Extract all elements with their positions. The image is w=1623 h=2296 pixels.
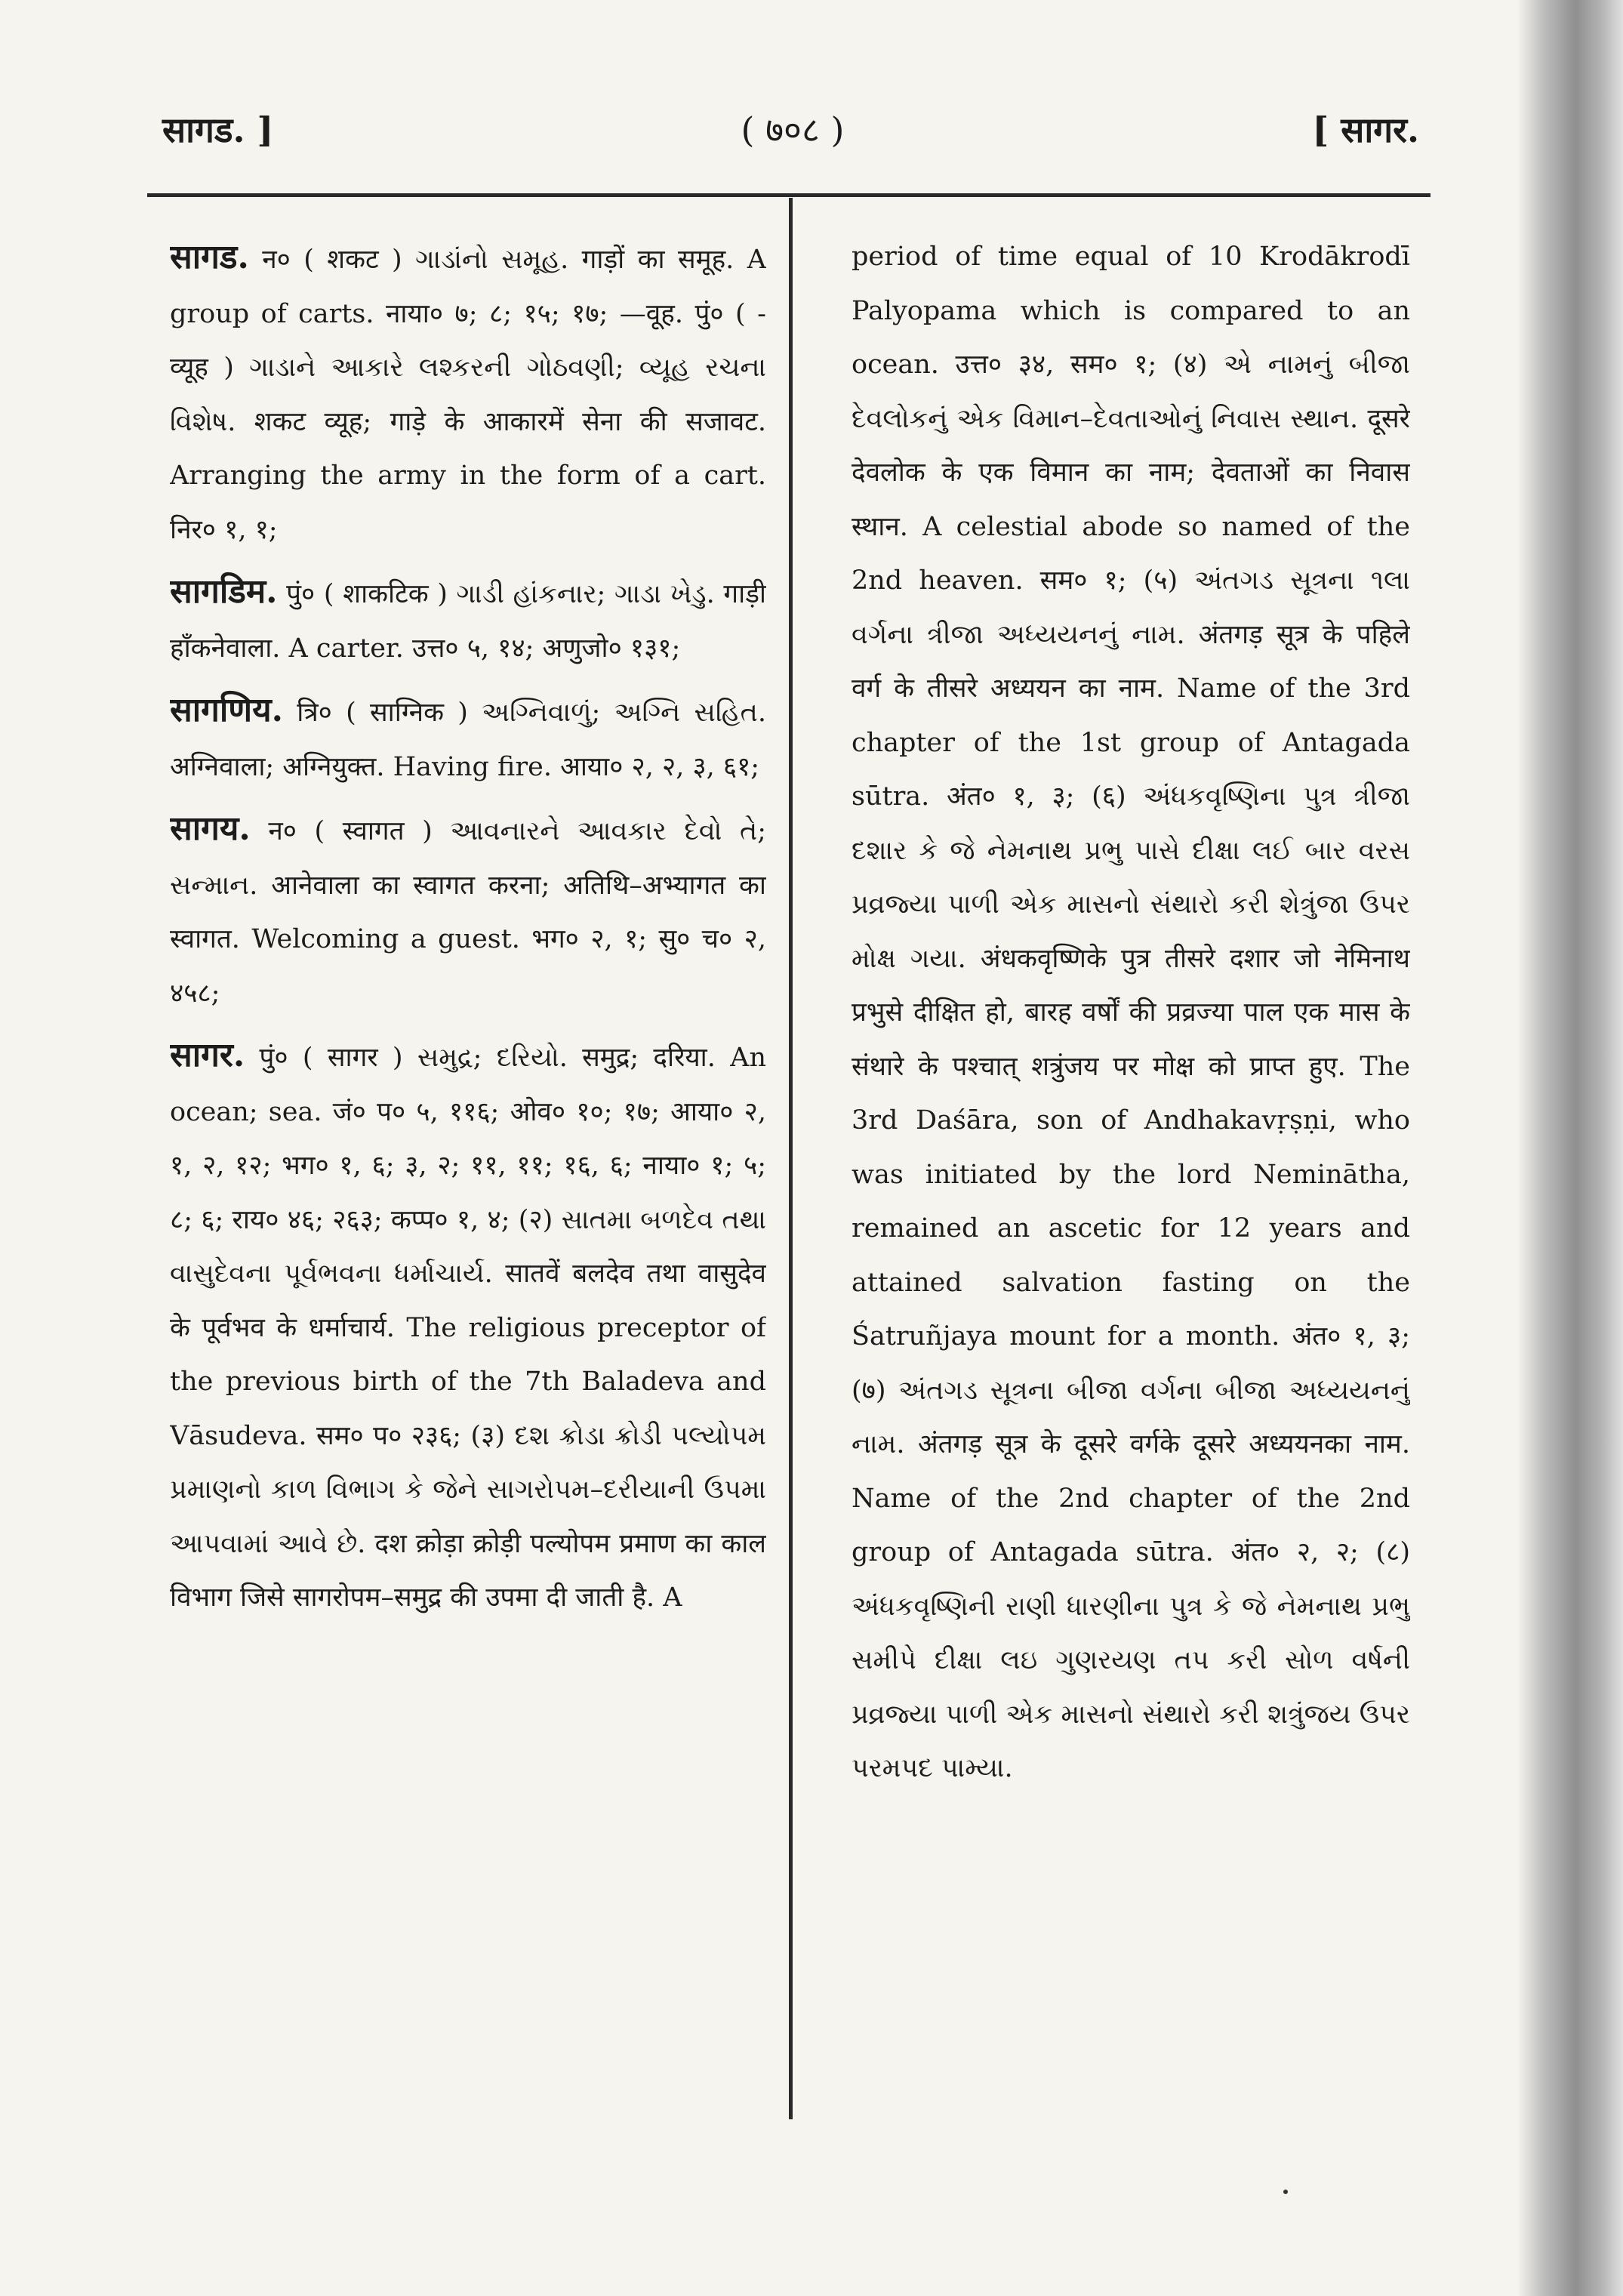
running-head-right: [ सागर. [1312,109,1419,150]
dictionary-entry [170,802,766,1021]
entry-headword: सागर. [170,1036,245,1074]
left-column [170,230,766,2118]
entry-text: त्रि० ( साग्निक ) અગ્નિવાળું; અગ્નિ સહિત. अग्निवाला; अग्नियुक्त. Having fire. आया० २, २, ३, ६१; [170,698,766,782]
print-speck [1283,2190,1288,2194]
entry-headword: सागय. [170,809,251,848]
dictionary-entry [170,230,766,557]
entry-headword: सागडिम. [170,572,278,611]
entry-text: पुं० ( शाकटिक ) ગાડી હાંકનાર; ગાડા ખેડુ. गाड़ी हाँकनेवाला. A carter. उत्त० ५, १४; अणुजो० १३१; [170,579,766,664]
entry-headword: सागणिय. [170,691,283,729]
book-spine-shadow [1517,0,1623,2296]
entry-text: पुं० ( सागर ) સમુદ્ર; દરિયો. समुद्र; दरिया. An ocean; sea. जं० प० ५, ११६; ओव० १०; १७; आया० २, १, २, १२; भग० १, ६; ३, २; ११, ११; १६, ६; नाया० १; ५; ८; ६; राय० ४६; २६३; कप्प० १, ४; (२) સાતમા બળદેવ તથા વાસુદેવના પૂર્વભવના ધર્માચાર્ય. सातवें बलदेव तथा वासुदेव के पूर्वभव के धर्माचार्य. The religious preceptor of the previous birth of the 7th Baladeva and Vāsudeva. सम० प० २३६; (३) દશ ક્રોડા ક્રોડી પલ્યોપમ પ્રમાણનો કાળ વિભાગ કે જેને સાગરોપમ–દરીયાની ઉપમા આપવામાં આવે છે. दश क्रोड़ा क्रोड़ी पल्योपम प्रमाण का काल विभाग जिसे सागरोपम–समुद्र की उपमा दी जाती है. A [170,1043,766,1613]
dictionary-entry [170,683,766,794]
dictionary-entry [170,565,766,676]
dictionary-entry [170,1028,766,1626]
page-number: ( ७०८ ) [741,109,845,150]
entry-text: न० ( स्वागत ) આવનારને આવકાર દેવો તે; સન્માન. आनेवाला का स्वागत करना; अतिथि–अभ्यागत का स्वागत. Welcoming a guest. भग० २, १; सु० च० २, ४५८; [170,816,766,1009]
column-divider [789,198,793,2119]
running-head-left: सागड. ] [162,109,274,150]
entry-text: न० ( शकट ) ગાડાંનો સમૂહ. गाड़ों का समूह. A group of carts. नाया० ७; ८; १५; १७; —वूह. पुं० ( -व्यूह ) ગાડાને આકારે લશ્કરની ગોઠવણી; વ્યૂહ રચના વિશેષ. शकट व्यूह; गाड़े के आकारमें सेना की सजावट. Arranging the army in the form of a cart. निर० १, १; [170,245,766,545]
entry-continuation: period of time equal of 10 Krodākrodī Palyopama which is compared to an ocean. उत्त० ३४, सम० १; (४) એ નામનું બીજા દેવલોકનું એક વિમાન–દેવતાઓનું નિવાસ સ્થાન. दूसरे देवलोक के एक विमान का नाम; देवताओं का निवास स्थान. A celestial abode so named of the 2nd heaven. सम० १; (५) અંતગડ સૂત્રના ૧લા વર્ગના ત્રીજા અધ્યયનનું નામ. अंतगड़ सूत्र के पहिले वर्ग के तीसरे अध्ययन का नाम. Name of the 3rd chapter of the 1st group of Antagada sūtra. अंत० १, ३; (६) અંધકવૃષ્ણિના પુત્ર ત્રીજા દશાર કે જે નેમનાથ પ્રભુ પાસે દીક્ષા લઈ બાર વરસ પ્રવ્રજ્યા પાળી એક માસનો સંથારો કરી શેત્રુંજા ઉપર મોક્ષ ગયા. अंधकवृष्णिके पुत्र तीसरे दशार जो नेमिनाथ प्रभुसे दीक्षित हो, बारह वर्षों की प्रव्रज्या पाल एक मास के संथारे के पश्चात् शत्रुंजय पर मोक्ष को प्राप्त हुए. The 3rd Daśāra, son of Andhakavṛṣṇi, who was initiated by the lord Nemināthа, remained an ascetic for 12 years and attained salvation fasting on the Śatruñjaya mount for a month. अंत० १, ३; (७) અંતગડ સૂત્રના બીજા વર્ગના બીજા અધ્યયનનું નામ. अंतगड़ सूत्र के दूसरे वर्गके दूसरे अध्ययनका नाम. Name of the 2nd chapter of the 2nd group of Antagada sūtra. अंत० २, २; (८) અંધકવૃષ્ણિની રાણી ધારણીના પુત્ર કે જે નેમનાથ પ્રભુ સમીપે દીક્ષા લઇ ગુણરયણ તપ કરી સોળ વર્ષની પ્રવ્રજ્યા પાળી એક માસનો સંથારો કરી શત્રુંજય ઉપર પરમપદ પામ્યા. [852,242,1410,1783]
entry-headword: सागड. [170,238,249,276]
right-column [852,230,1410,2118]
header-rule [147,193,1431,197]
